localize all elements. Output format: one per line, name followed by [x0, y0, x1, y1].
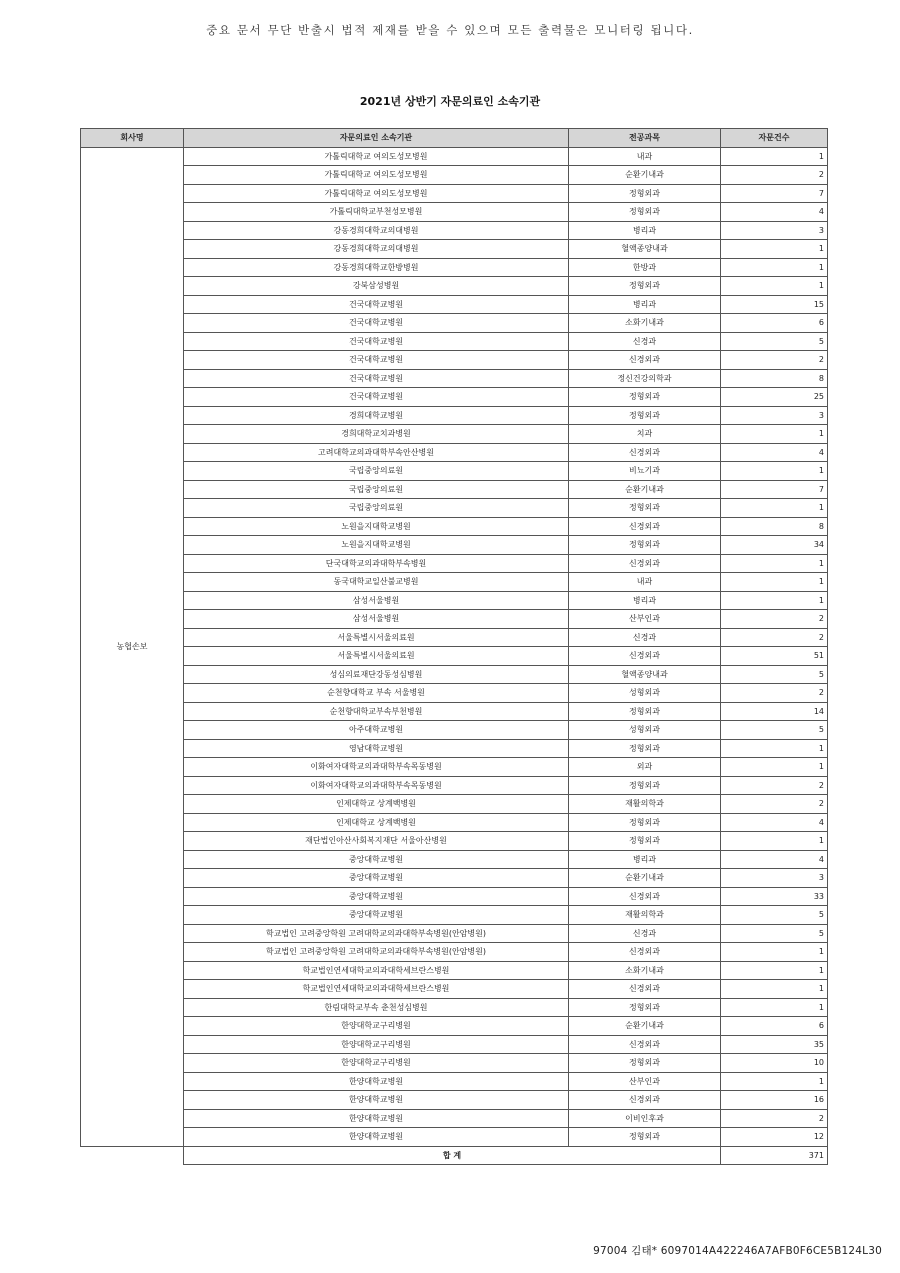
- count-cell: 2: [721, 1109, 828, 1128]
- specialty-cell: 정형외과: [569, 388, 721, 407]
- table-row: [81, 554, 828, 573]
- table-row: [81, 314, 828, 333]
- count-cell: 5: [721, 721, 828, 740]
- institution-cell: 노원을지대학교병원: [184, 536, 569, 555]
- total-row: [81, 1146, 828, 1165]
- institution-cell: 가톨릭대학교 여의도성모병원: [184, 184, 569, 203]
- count-cell: 1: [721, 943, 828, 962]
- table-row: [81, 610, 828, 629]
- specialty-cell: 정형외과: [569, 702, 721, 721]
- specialty-cell: 신경외과: [569, 887, 721, 906]
- institution-cell: 중앙대학교병원: [184, 869, 569, 888]
- specialty-cell: 정형외과: [569, 998, 721, 1017]
- institution-cell: 이화여자대학교의과대학부속목동병원: [184, 776, 569, 795]
- institution-cell: 강동경희대학교한방병원: [184, 258, 569, 277]
- specialty-cell: 성형외과: [569, 721, 721, 740]
- count-cell: 2: [721, 628, 828, 647]
- table-row: [81, 961, 828, 980]
- table-row: [81, 1054, 828, 1073]
- institution-cell: 한양대학교구리병원: [184, 1017, 569, 1036]
- specialty-cell: 정형외과: [569, 499, 721, 518]
- institution-cell: 인제대학교 상계백병원: [184, 813, 569, 832]
- table-row: [81, 499, 828, 518]
- specialty-cell: 한방과: [569, 258, 721, 277]
- institution-cell: 건국대학교병원: [184, 295, 569, 314]
- specialty-cell: 소화기내과: [569, 961, 721, 980]
- count-cell: 1: [721, 591, 828, 610]
- institution-cell: 가톨릭대학교 여의도성모병원: [184, 147, 569, 166]
- institution-cell: 건국대학교병원: [184, 332, 569, 351]
- total-count: 371: [721, 1146, 828, 1165]
- table-row: [81, 628, 828, 647]
- company-cell: 농협손보: [81, 147, 184, 1146]
- specialty-cell: 정형외과: [569, 776, 721, 795]
- total-label: 합 계: [184, 1146, 721, 1165]
- count-cell: 1: [721, 499, 828, 518]
- header-specialty: 전공과목: [569, 129, 721, 148]
- institution-cell: 학교법인 고려중앙학원 고려대학교의과대학부속병원(안암병원): [184, 943, 569, 962]
- specialty-cell: 정신건강의학과: [569, 369, 721, 388]
- specialty-cell: 이비인후과: [569, 1109, 721, 1128]
- institution-cell: 건국대학교병원: [184, 351, 569, 370]
- specialty-cell: 순환기내과: [569, 869, 721, 888]
- institution-cell: 학교법인연세대학교의과대학세브란스병원: [184, 961, 569, 980]
- count-cell: 8: [721, 517, 828, 536]
- specialty-cell: 신경외과: [569, 980, 721, 999]
- table-row: [81, 832, 828, 851]
- institution-cell: 중앙대학교병원: [184, 906, 569, 925]
- institution-cell: 학교법인연세대학교의과대학세브란스병원: [184, 980, 569, 999]
- count-cell: 5: [721, 332, 828, 351]
- table-row: [81, 573, 828, 592]
- institution-cell: 경희대학교병원: [184, 406, 569, 425]
- count-cell: 4: [721, 443, 828, 462]
- specialty-cell: 외과: [569, 758, 721, 777]
- institution-cell: 건국대학교병원: [184, 314, 569, 333]
- table-row: [81, 184, 828, 203]
- institution-cell: 국립중앙의료원: [184, 499, 569, 518]
- specialty-cell: 내과: [569, 147, 721, 166]
- institution-cell: 국립중앙의료원: [184, 462, 569, 481]
- count-cell: 4: [721, 813, 828, 832]
- table-row: [81, 924, 828, 943]
- specialty-cell: 정형외과: [569, 184, 721, 203]
- institution-cell: 중앙대학교병원: [184, 887, 569, 906]
- table-row: [81, 332, 828, 351]
- header-company: 회사명: [81, 129, 184, 148]
- specialty-cell: 혈액종양내과: [569, 665, 721, 684]
- table-row: [81, 1072, 828, 1091]
- institution-cell: 동국대학교일산불교병원: [184, 573, 569, 592]
- table-row: [81, 147, 828, 166]
- specialty-cell: 정형외과: [569, 406, 721, 425]
- table-row: [81, 369, 828, 388]
- table-row: [81, 758, 828, 777]
- count-cell: 7: [721, 480, 828, 499]
- table-row: [81, 813, 828, 832]
- table-row: [81, 702, 828, 721]
- table-row: [81, 443, 828, 462]
- institution-cell: 한양대학교구리병원: [184, 1054, 569, 1073]
- specialty-cell: 소화기내과: [569, 314, 721, 333]
- specialty-cell: 신경외과: [569, 647, 721, 666]
- institution-cell: 삼성서울병원: [184, 610, 569, 629]
- count-cell: 1: [721, 573, 828, 592]
- institution-cell: 건국대학교병원: [184, 369, 569, 388]
- table-row: [81, 1128, 828, 1147]
- table-row: [81, 887, 828, 906]
- specialty-cell: 치과: [569, 425, 721, 444]
- count-cell: 14: [721, 702, 828, 721]
- table-row: [81, 536, 828, 555]
- specialty-cell: 신경외과: [569, 554, 721, 573]
- institution-cell: 삼성서울병원: [184, 591, 569, 610]
- count-cell: 1: [721, 998, 828, 1017]
- table-row: [81, 517, 828, 536]
- specialty-cell: 성형외과: [569, 684, 721, 703]
- table-row: [81, 351, 828, 370]
- table-row: [81, 406, 828, 425]
- count-cell: 1: [721, 1072, 828, 1091]
- table-row: [81, 1091, 828, 1110]
- table-row: [81, 665, 828, 684]
- table-row: [81, 166, 828, 185]
- table-row: [81, 906, 828, 925]
- institution-cell: 한양대학교구리병원: [184, 1035, 569, 1054]
- count-cell: 12: [721, 1128, 828, 1147]
- count-cell: 2: [721, 166, 828, 185]
- specialty-cell: 정형외과: [569, 739, 721, 758]
- institution-cell: 단국대학교의과대학부속병원: [184, 554, 569, 573]
- count-cell: 2: [721, 684, 828, 703]
- table-row: [81, 203, 828, 222]
- specialty-cell: 신경외과: [569, 443, 721, 462]
- table-body: [81, 147, 828, 1165]
- count-cell: 1: [721, 758, 828, 777]
- specialty-cell: 혈액종양내과: [569, 240, 721, 259]
- table-row: [81, 739, 828, 758]
- specialty-cell: 병리과: [569, 221, 721, 240]
- specialty-cell: 신경과: [569, 924, 721, 943]
- institution-cell: 순천향대학교부속부천병원: [184, 702, 569, 721]
- count-cell: 1: [721, 961, 828, 980]
- institution-cell: 한양대학교병원: [184, 1128, 569, 1147]
- specialty-cell: 신경외과: [569, 1035, 721, 1054]
- institution-cell: 건국대학교병원: [184, 388, 569, 407]
- specialty-cell: 순환기내과: [569, 480, 721, 499]
- institution-cell: 경희대학교치과병원: [184, 425, 569, 444]
- count-cell: 2: [721, 776, 828, 795]
- institution-cell: 재단법인아산사회복지재단 서울아산병원: [184, 832, 569, 851]
- table-row: [81, 295, 828, 314]
- specialty-cell: 산부인과: [569, 1072, 721, 1091]
- specialty-cell: 정형외과: [569, 832, 721, 851]
- table-row: [81, 591, 828, 610]
- count-cell: 5: [721, 906, 828, 925]
- table-row: [81, 647, 828, 666]
- count-cell: 3: [721, 221, 828, 240]
- institution-cell: 학교법인 고려중앙학원 고려대학교의과대학부속병원(안암병원): [184, 924, 569, 943]
- count-cell: 8: [721, 369, 828, 388]
- count-cell: 35: [721, 1035, 828, 1054]
- count-cell: 1: [721, 258, 828, 277]
- document-title: 2021년 상반기 자문의료인 소속기관: [359, 95, 541, 108]
- count-cell: 6: [721, 1017, 828, 1036]
- total-blank-cell: [81, 1146, 184, 1165]
- table-row: [81, 850, 828, 869]
- institution-cell: 강동경희대학교의대병원: [184, 240, 569, 259]
- institution-cell: 가톨릭대학교 여의도성모병원: [184, 166, 569, 185]
- specialty-cell: 정형외과: [569, 813, 721, 832]
- institution-cell: 중앙대학교병원: [184, 850, 569, 869]
- count-cell: 1: [721, 739, 828, 758]
- specialty-cell: 순환기내과: [569, 1017, 721, 1036]
- institution-cell: 아주대학교병원: [184, 721, 569, 740]
- print-watermark-id: 97004 김태* 6097014A422246A7AFB0F6CE5B124L30: [593, 1245, 882, 1257]
- institution-cell: 노원을지대학교병원: [184, 517, 569, 536]
- specialty-cell: 정형외과: [569, 536, 721, 555]
- table-row: [81, 277, 828, 296]
- count-cell: 3: [721, 869, 828, 888]
- table-row: [81, 221, 828, 240]
- count-cell: 1: [721, 240, 828, 259]
- confidential-notice: 중요 문서 무단 반출시 법적 제재를 받을 수 있으며 모든 출력물은 모니터링 됩니다.: [206, 23, 694, 37]
- table-row: [81, 425, 828, 444]
- table-row: [81, 1017, 828, 1036]
- institution-cell: 서울특별시서울의료원: [184, 647, 569, 666]
- consultant-institution-table: [80, 128, 828, 1165]
- specialty-cell: 정형외과: [569, 277, 721, 296]
- table-row: [81, 943, 828, 962]
- specialty-cell: 순환기내과: [569, 166, 721, 185]
- specialty-cell: 신경과: [569, 332, 721, 351]
- institution-cell: 성심의료재단강동성심병원: [184, 665, 569, 684]
- count-cell: 51: [721, 647, 828, 666]
- table-row: [81, 1035, 828, 1054]
- institution-cell: 서울특별시서울의료원: [184, 628, 569, 647]
- institution-cell: 한림대학교부속 춘천성심병원: [184, 998, 569, 1017]
- table-row: [81, 776, 828, 795]
- institution-cell: 순천향대학교 부속 서울병원: [184, 684, 569, 703]
- institution-cell: 한양대학교병원: [184, 1091, 569, 1110]
- specialty-cell: 내과: [569, 573, 721, 592]
- table-row: [81, 388, 828, 407]
- count-cell: 1: [721, 147, 828, 166]
- specialty-cell: 재활의학과: [569, 795, 721, 814]
- table-row: [81, 684, 828, 703]
- table-row: [81, 795, 828, 814]
- specialty-cell: 신경외과: [569, 943, 721, 962]
- count-cell: 1: [721, 277, 828, 296]
- table-row: [81, 1109, 828, 1128]
- count-cell: 16: [721, 1091, 828, 1110]
- table-row: [81, 980, 828, 999]
- specialty-cell: 병리과: [569, 295, 721, 314]
- count-cell: 5: [721, 924, 828, 943]
- count-cell: 1: [721, 980, 828, 999]
- count-cell: 7: [721, 184, 828, 203]
- count-cell: 3: [721, 406, 828, 425]
- specialty-cell: 신경과: [569, 628, 721, 647]
- institution-cell: 이화여자대학교의과대학부속목동병원: [184, 758, 569, 777]
- count-cell: 1: [721, 462, 828, 481]
- institution-cell: 인제대학교 상계백병원: [184, 795, 569, 814]
- specialty-cell: 정형외과: [569, 203, 721, 222]
- header-institution: 자문의료인 소속기관: [184, 129, 569, 148]
- table-row: [81, 998, 828, 1017]
- institution-cell: 국립중앙의료원: [184, 480, 569, 499]
- count-cell: 25: [721, 388, 828, 407]
- count-cell: 2: [721, 610, 828, 629]
- table-row: [81, 240, 828, 259]
- table-header-row: [81, 129, 828, 148]
- count-cell: 1: [721, 554, 828, 573]
- count-cell: 6: [721, 314, 828, 333]
- specialty-cell: 산부인과: [569, 610, 721, 629]
- table-row: [81, 721, 828, 740]
- specialty-cell: 정형외과: [569, 1128, 721, 1147]
- specialty-cell: 비뇨기과: [569, 462, 721, 481]
- table-row: [81, 480, 828, 499]
- specialty-cell: 정형외과: [569, 1054, 721, 1073]
- specialty-cell: 병리과: [569, 850, 721, 869]
- count-cell: 1: [721, 425, 828, 444]
- count-cell: 2: [721, 795, 828, 814]
- institution-cell: 강북삼성병원: [184, 277, 569, 296]
- specialty-cell: 신경외과: [569, 517, 721, 536]
- institution-cell: 한양대학교병원: [184, 1109, 569, 1128]
- count-cell: 15: [721, 295, 828, 314]
- specialty-cell: 신경외과: [569, 351, 721, 370]
- count-cell: 5: [721, 665, 828, 684]
- specialty-cell: 재활의학과: [569, 906, 721, 925]
- table-row: [81, 462, 828, 481]
- specialty-cell: 병리과: [569, 591, 721, 610]
- specialty-cell: 신경외과: [569, 1091, 721, 1110]
- count-cell: 2: [721, 351, 828, 370]
- count-cell: 4: [721, 203, 828, 222]
- table-row: [81, 869, 828, 888]
- count-cell: 1: [721, 832, 828, 851]
- count-cell: 34: [721, 536, 828, 555]
- count-cell: 33: [721, 887, 828, 906]
- institution-cell: 영남대학교병원: [184, 739, 569, 758]
- institution-cell: 고려대학교의과대학부속안산병원: [184, 443, 569, 462]
- header-count: 자문건수: [721, 129, 828, 148]
- table-row: [81, 258, 828, 277]
- institution-cell: 강동경희대학교의대병원: [184, 221, 569, 240]
- count-cell: 4: [721, 850, 828, 869]
- institution-cell: 한양대학교병원: [184, 1072, 569, 1091]
- institution-cell: 가톨릭대학교부천성모병원: [184, 203, 569, 222]
- count-cell: 10: [721, 1054, 828, 1073]
